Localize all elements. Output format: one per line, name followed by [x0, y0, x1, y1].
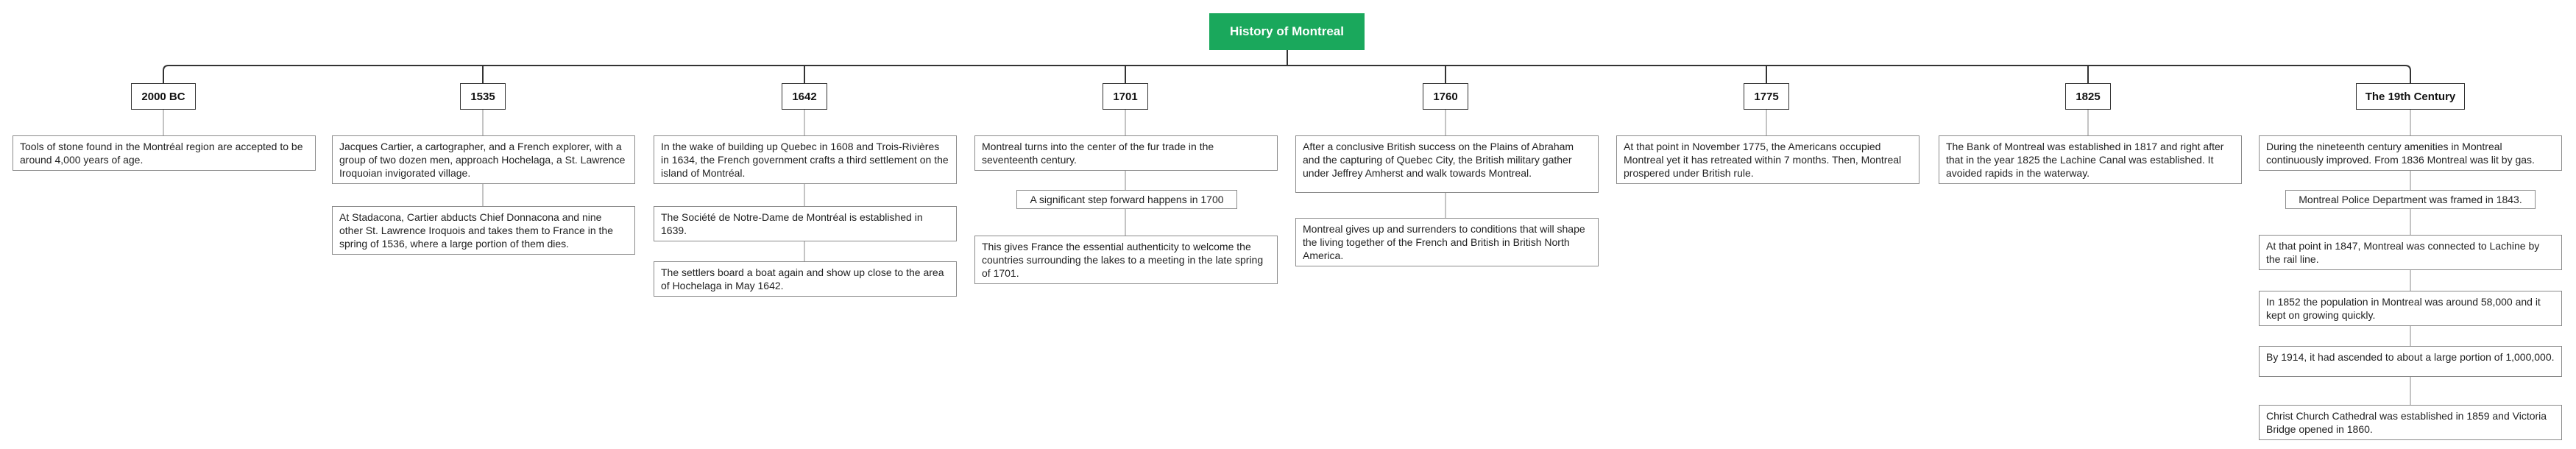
event-note[interactable]: In the wake of building up Quebec in 1608 and Trois-Rivières in 1634, the French government crafts a third settlement on the island of Montréal. [654, 135, 957, 184]
branch-bus-line [163, 66, 2410, 83]
event-note[interactable]: At that point in 1847, Montreal was connected to Lachine by the rail line. [2259, 235, 2562, 270]
year-node[interactable]: 1775 [1744, 83, 1789, 110]
event-note[interactable]: At that point in November 1775, the Americans occupied Montreal yet it has retreated within 7 months. Then, Montreal prospered under British rule. [1616, 135, 1919, 184]
year-node[interactable]: 1701 [1103, 83, 1148, 110]
event-note[interactable]: Christ Church Cathedral was established in 1859 and Victoria Bridge opened in 1860. [2259, 405, 2562, 440]
event-note[interactable]: During the nineteenth century amenities in Montreal continuously improved. From 1836 Montreal was lit by gas. [2259, 135, 2562, 171]
root-topic-history-of-montreal[interactable]: History of Montreal [1209, 13, 1365, 50]
event-note[interactable]: A significant step forward happens in 1700 [1016, 190, 1237, 209]
year-node[interactable]: The 19th Century [2356, 83, 2465, 110]
event-note[interactable]: After a conclusive British success on the Plains of Abraham and the capturing of Quebec City, the British military gather under Jeffrey Amherst and walk towards Montreal. [1295, 135, 1599, 193]
year-node[interactable]: 1760 [1423, 83, 1468, 110]
event-note[interactable]: Jacques Cartier, a cartographer, and a French explorer, with a group of two dozen men, approach Hochelaga, a St. Lawrence Iroquoian invigorated village. [332, 135, 635, 184]
event-note[interactable]: Montreal gives up and surrenders to conditions that will shape the living together of the French and British in British North America. [1295, 218, 1599, 266]
year-node[interactable]: 2000 BC [131, 83, 196, 110]
event-note[interactable]: Montreal turns into the center of the fur trade in the seventeenth century. [974, 135, 1278, 171]
event-note[interactable]: Tools of stone found in the Montréal region are accepted to be around 4,000 years of age. [13, 135, 316, 171]
year-node[interactable]: 1642 [782, 83, 827, 110]
event-note[interactable]: By 1914, it had ascended to about a large portion of 1,000,000. [2259, 346, 2562, 377]
event-note[interactable]: Montreal Police Department was framed in 1843. [2285, 190, 2536, 209]
event-note[interactable]: The settlers board a boat again and show up close to the area of Hochelaga in May 1642. [654, 261, 957, 297]
event-note[interactable]: At Stadacona, Cartier abducts Chief Donnacona and nine other St. Lawrence Iroquois and takes them to France in the spring of 1536, where a large portion of them dies. [332, 206, 635, 255]
year-node[interactable]: 1825 [2065, 83, 2111, 110]
event-note[interactable]: The Bank of Montreal was established in 1817 and right after that in the year 1825 the Lachine Canal was established. It avoided rapids in the waterway. [1939, 135, 2242, 184]
event-note[interactable]: This gives France the essential authenticity to welcome the countries surrounding the lakes to a meeting in the late spring of 1701. [974, 236, 1278, 284]
year-node[interactable]: 1535 [460, 83, 506, 110]
event-note[interactable]: The Société de Notre-Dame de Montréal is established in 1639. [654, 206, 957, 241]
event-note[interactable]: In 1852 the population in Montreal was around 58,000 and it kept on growing quickly. [2259, 291, 2562, 326]
